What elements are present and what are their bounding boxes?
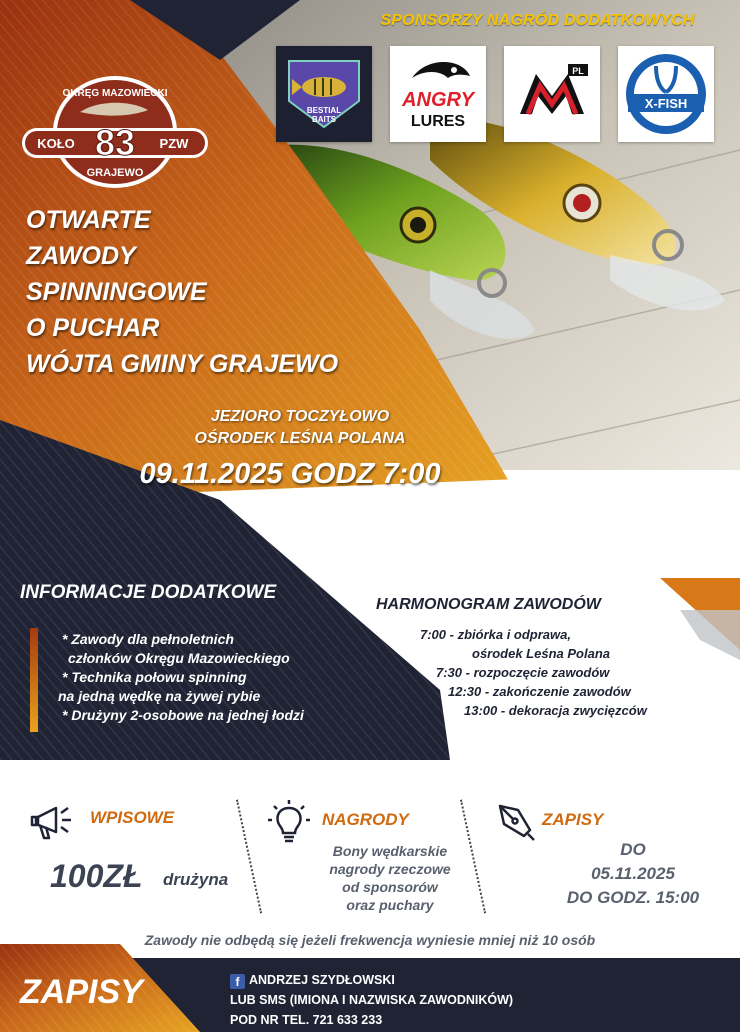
logo-right-text: PZW	[159, 136, 189, 151]
title-line: ZAWODY	[26, 242, 136, 270]
logo-left-text: KOŁO	[37, 136, 75, 151]
schedule-line: 7:30 - rozpoczęcie zawodów	[436, 665, 610, 680]
schedule-heading: HARMONOGRAM ZAWODÓW	[376, 596, 601, 613]
sponsor-1-line1: BESTIAL	[306, 106, 342, 115]
registration-deadline	[548, 838, 718, 910]
fee-title: WPISOWE	[90, 808, 175, 827]
prizes-title: NAGRODY	[322, 810, 409, 829]
info-accent-bar	[30, 628, 38, 732]
sponsor-angry-lures-logo	[390, 46, 486, 142]
prizes-line: nagrody rzeczowe	[329, 861, 451, 877]
deadline-line: 05.11.2025	[591, 864, 675, 883]
info-heading: INFORMACJE DODATKOWE	[20, 582, 277, 603]
fee-amount: 100ZŁ	[50, 858, 143, 894]
prizes-line: od sponsorów	[342, 879, 438, 895]
schedule-line: 7:00 - zbiórka i odprawa,	[420, 627, 571, 642]
contact-info	[230, 970, 513, 1030]
info-line: * Zawody dla pełnoletnich	[62, 631, 234, 647]
title-line: O PUCHAR	[26, 314, 160, 342]
logo-top-text: OKRĘG MAZOWIECKI	[62, 88, 168, 99]
sponsor-1-line2: BAITS	[312, 115, 336, 124]
venue-centre: OŚRODEK LEŚNA POLANA	[194, 430, 406, 447]
title-line: SPINNINGOWE	[26, 278, 207, 306]
schedule-line: 12:30 - zakończenie zawodów	[448, 684, 631, 699]
sponsors-heading: SPONSORZY NAGRÓD DODATKOWYCH	[380, 12, 695, 29]
venue	[100, 406, 500, 450]
logo-number: 83	[94, 122, 136, 163]
info-line: na jedną wędkę na żywej rybie	[58, 688, 261, 704]
attendance-notice: Zawody nie odbędą się jeżeli frekwencja wyniesie mniej niż 10 osób	[144, 932, 596, 948]
info-line: członków Okręgu Mazowieckiego	[68, 650, 290, 666]
prizes-line: oraz puchary	[346, 897, 434, 913]
prizes-description	[312, 842, 468, 914]
pen-nib-icon	[494, 800, 536, 847]
info-line: * Drużyny 2-osobowe na jednej łodzi	[62, 707, 304, 723]
sponsor-3-line1: PL	[572, 66, 584, 76]
sponsor-2-line1: ANGRY	[402, 89, 474, 111]
lightbulb-icon	[266, 798, 312, 851]
sponsor-4-line1: X-FISH	[644, 96, 688, 111]
sponsor-bestial-baits-logo	[276, 46, 372, 142]
sponsor-ms-pl-logo	[504, 46, 600, 142]
venue-lake: JEZIORO TOCZYŁOWO	[210, 408, 390, 425]
contact-phone: POD NR TEL. 721 633 233	[230, 1013, 383, 1027]
event-datetime: 09.11.2025 GODZ 7:00	[139, 458, 441, 490]
contact-name: ANDRZEJ SZYDŁOWSKI	[249, 973, 395, 987]
event-title	[26, 202, 338, 382]
sponsor-2-line2: LURES	[410, 113, 466, 130]
facebook-icon: f	[230, 974, 245, 989]
deadline-line: DO	[620, 840, 646, 859]
sponsor-x-fish-logo	[618, 46, 714, 142]
schedule-line: ośrodek Leśna Polana	[472, 646, 610, 661]
footer-title: ZAPISY	[20, 973, 143, 1011]
megaphone-icon	[30, 798, 76, 849]
prizes-line: Bony wędkarskie	[332, 843, 448, 859]
fee-unit: drużyna	[163, 870, 229, 889]
registration-title: ZAPISY	[542, 810, 604, 829]
contact-line: LUB SMS (IMIONA I NAZWISKA ZAWODNIKÓW)	[230, 993, 514, 1007]
schedule-list	[380, 625, 700, 720]
title-line: OTWARTE	[26, 206, 151, 234]
title-line: WÓJTA GMINY GRAJEWO	[26, 350, 339, 378]
schedule-line: 13:00 - dekoracja zwycięzców	[464, 703, 647, 718]
info-line: * Technika połowu spinning	[62, 669, 247, 685]
logo-bottom-text: GRAJEWO	[86, 167, 144, 179]
deadline-line: DO GODZ. 15:00	[566, 888, 700, 907]
info-list	[58, 630, 304, 725]
pzw-club-logo	[18, 72, 212, 190]
